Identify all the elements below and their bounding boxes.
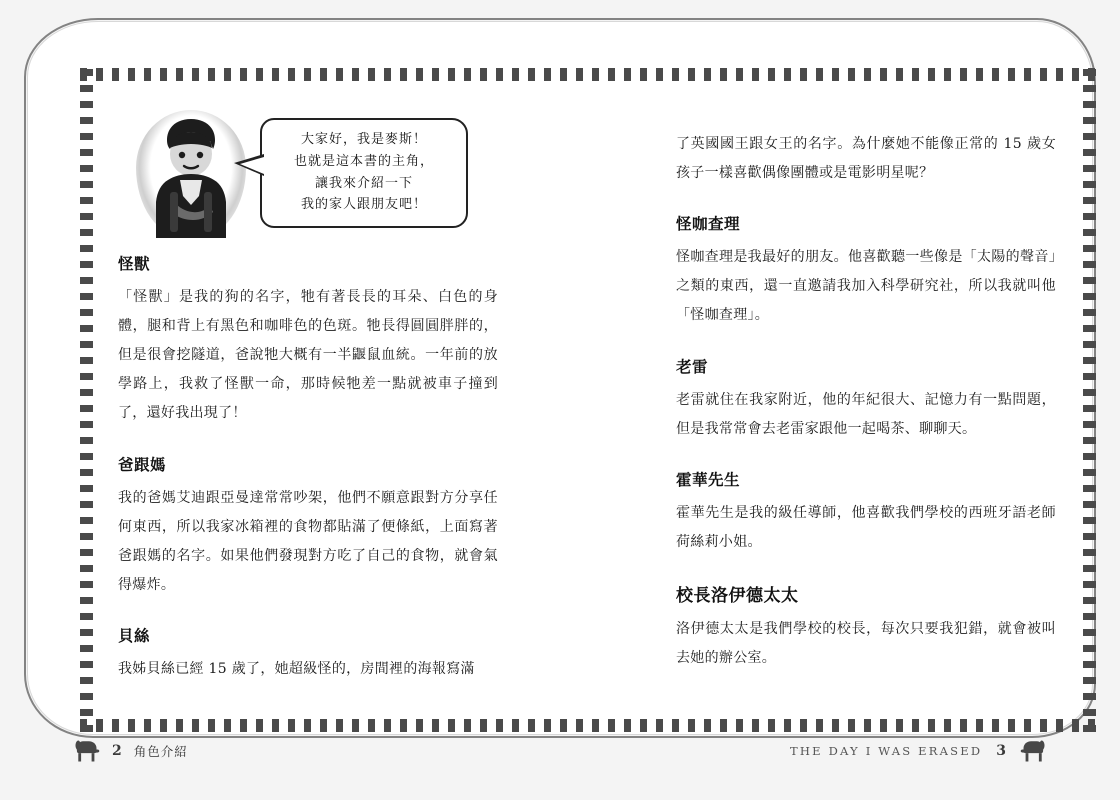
entry-body: 「怪獸」是我的狗的名字，牠有著長長的耳朵、白色的身體，腿和背上有黑色和咖啡色的色斑。牠長得圓圓胖胖的，但是很會挖隧道，爸說牠大概有一半鼴鼠血統。一年前的放學路上，我救了怪獸一命，那時候牠差一點就被車子撞到了，還好我出現了！ (118, 289, 498, 422)
entry-heading: 怪獸 (118, 254, 151, 273)
frame-edge-right (1083, 68, 1096, 732)
entry-body: 洛伊德太太是我們學校的校長，每次只要我犯錯，就會被叫去她的辦公室。 (676, 620, 1056, 667)
dog-silhouette-icon (72, 738, 100, 764)
frame-edge-left (80, 68, 93, 732)
character-entry-principal-lloyd (676, 581, 1056, 673)
speech-bubble-text (260, 118, 468, 228)
book-title-footer: THE DAY I WAS ERASED (790, 744, 983, 758)
entry-heading: 貝絲 (118, 625, 151, 645)
page-number-right: 3 (996, 743, 1006, 759)
right-text-column (676, 130, 1056, 677)
section-label: 角色介紹 (133, 744, 188, 759)
speech-line-4: 我的家人跟朋友吧！ (300, 197, 427, 213)
character-entry-mr-howard (676, 468, 1056, 557)
entry-heading: 爸跟媽 (118, 454, 167, 474)
entry-heading: 霍華先生 (676, 469, 741, 489)
footer-left (72, 738, 188, 764)
entry-body: 我姊貝絲已經 15 歲了，她超級怪的，房間裡的海報寫滿 (118, 660, 475, 677)
entry-heading: 校長洛伊德太太 (676, 585, 799, 606)
left-text-column (118, 252, 498, 688)
portrait-illustration (136, 110, 246, 238)
book-spread (28, 22, 1092, 734)
footer-right (790, 738, 1048, 764)
page-number-left: 2 (112, 743, 122, 759)
entry-body: 霍華先生是我的級任導師，他喜歡我們學校的西班牙語老師荷絲莉小姐。 (676, 504, 1056, 550)
speech-line-1: 大家好，我是麥斯！ (300, 131, 427, 147)
character-entry-ray (676, 355, 1056, 444)
boy-portrait-icon (136, 110, 246, 238)
character-entry-parents (118, 453, 498, 600)
speech-line-3: 讓我來介紹一下 (314, 175, 413, 191)
character-entry-beth (118, 624, 498, 684)
entry-body: 怪咖查理是我最好的朋友。他喜歡聽一些像是「太陽的聲音」之類的東西，還一直邀請我加入科學研究社，所以我就叫他「怪咖查理」。 (676, 249, 1056, 324)
dog-silhouette-icon (1020, 738, 1048, 764)
speech-bubble (260, 118, 468, 228)
frame-edge-bottom (80, 719, 1096, 732)
character-entry-charlie (676, 212, 1056, 330)
entry-body: 了英國國王跟女王的名字。為什麼她不能像正常的 15 歲女孩子一樣喜歡偶像團體或是電影明星呢？ (676, 136, 1056, 182)
character-entry-beth-continued (676, 130, 1056, 188)
entry-body: 老雷就住在我家附近，他的年紀很大、記憶力有一點問題，但是我常常會去老雷家跟他一起喝茶、聊聊天。 (676, 391, 1056, 437)
entry-heading: 老雷 (676, 356, 709, 376)
character-entry-monster (118, 252, 498, 429)
entry-body: 我的爸媽艾迪跟亞曼達常常吵架，他們不願意跟對方分享任何東西，所以我家冰箱裡的食物都貼滿了便條紙，上面寫著爸跟媽的名字。如果他們發現對方吃了自己的食物，就會氣得爆炸。 (118, 489, 498, 593)
entry-heading: 怪咖查理 (676, 214, 741, 234)
frame-edge-top (80, 68, 1096, 81)
speech-line-2: 也就是這本書的主角， (293, 153, 434, 169)
